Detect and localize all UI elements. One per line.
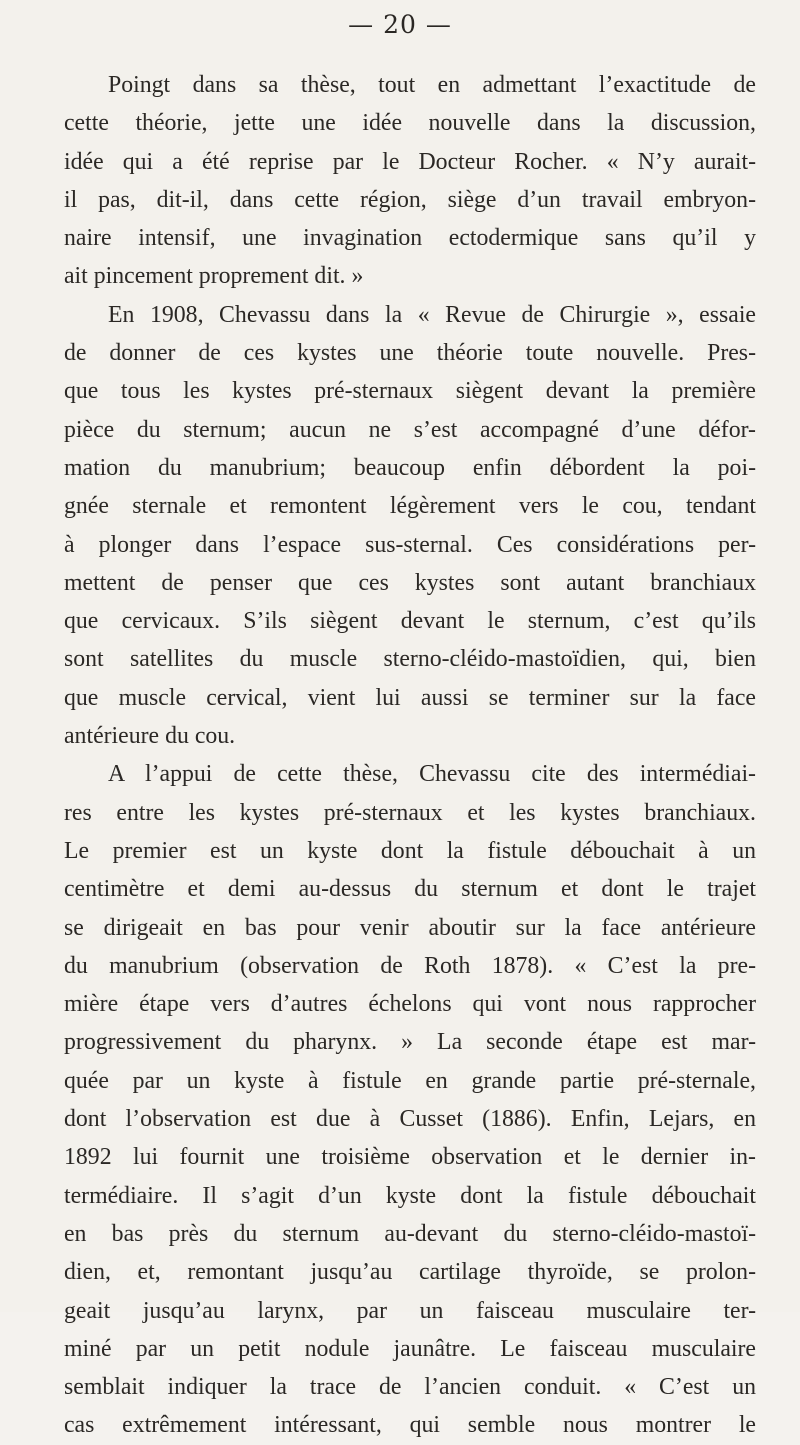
text-line: il pas, dit-il, dans cette région, siège d’un travail embryon-	[64, 186, 756, 213]
text-line: dont l’observation est due à Cusset (1886). Enfin, Lejars, en	[64, 1106, 756, 1133]
text-line: mation du manubrium; beaucoup enfin débordent la poi-	[64, 454, 756, 481]
text-line: de donner de ces kystes une théorie toute nouvelle. Pres-	[64, 340, 756, 367]
text-line: Poingt dans sa thèse, tout en admettant l’exactitude de	[108, 72, 756, 98]
text-line: du manubrium (observation de Roth 1878). « C’est la pre-	[64, 952, 756, 979]
text-line: sont satellites du muscle sterno-cléido-mastoïdien, qui, bien	[64, 646, 756, 673]
text-line: se dirigeait en bas pour venir aboutir sur la face antérieure	[64, 914, 756, 941]
text-line: ait pincement proprement dit. »	[64, 263, 364, 290]
text-line: à plonger dans l’espace sus-sternal. Ces considérations per-	[64, 531, 756, 558]
text-line: que tous les kystes pré-sternaux siègent devant la première	[64, 378, 756, 405]
text-line: pièce du sternum; aucun ne s’est accompagné d’une défor-	[64, 416, 756, 443]
text-line: miné par un petit nodule jaunâtre. Le faisceau musculaire	[64, 1335, 756, 1362]
text-line: progressivement du pharynx. » La seconde étape est mar-	[64, 1029, 756, 1056]
text-line: cas extrêmement intéressant, qui semble nous montrer le	[64, 1412, 756, 1439]
text-line: dien, et, remontant jusqu’au cartilage thyroïde, se prolon-	[64, 1259, 756, 1286]
text-line: geait jusqu’au larynx, par un faisceau musculaire ter-	[64, 1297, 756, 1324]
text-line: A l’appui de cette thèse, Chevassu cite des intermédiai-	[108, 761, 756, 788]
text-line: gnée sternale et remontent légèrement vers le cou, tendant	[64, 493, 756, 520]
text-line: res entre les kystes pré-sternaux et les kystes branchiaux.	[64, 799, 756, 826]
text-line: Le premier est un kyste dont la fistule débouchait à un	[64, 837, 756, 864]
text-line: naire intensif, une invagination ectodermique sans qu’il y	[64, 225, 756, 252]
page-number: — 20 —	[348, 10, 452, 39]
text-line: en bas près du sternum au-devant du sterno-cléido-mastoï-	[64, 1220, 756, 1247]
text-line: termédiaire. Il s’agit d’un kyste dont la fistule débouchait	[64, 1182, 756, 1209]
text-line: centimètre et demi au-dessus du sternum et dont le trajet	[64, 876, 756, 903]
text-line: cette théorie, jette une idée nouvelle dans la discussion,	[64, 110, 756, 137]
text-line: En 1908, Chevassu dans la « Revue de Chirurgie », essaie	[108, 301, 756, 328]
text-line: que muscle cervical, vient lui aussi se terminer sur la face	[64, 684, 756, 711]
text-line: 1892 lui fournit une troisième observation et le dernier in-	[64, 1144, 756, 1171]
text-line: semblait indiquer la trace de l’ancien conduit. « C’est un	[64, 1374, 756, 1401]
text-line: que cervicaux. S’ils siègent devant le sternum, c’est qu’ils	[64, 608, 756, 635]
body-text	[64, 66, 756, 1445]
text-line: quée par un kyste à fistule en grande partie pré-sternale,	[64, 1067, 756, 1094]
text-line: mière étape vers d’autres échelons qui vont nous rapprocher	[64, 991, 756, 1018]
text-line: mettent de penser que ces kystes sont autant branchiaux	[64, 569, 756, 596]
text-line: idée qui a été reprise par le Docteur Rocher. « N’y aurait-	[64, 148, 756, 175]
text-line: antérieure du cou.	[64, 723, 236, 750]
